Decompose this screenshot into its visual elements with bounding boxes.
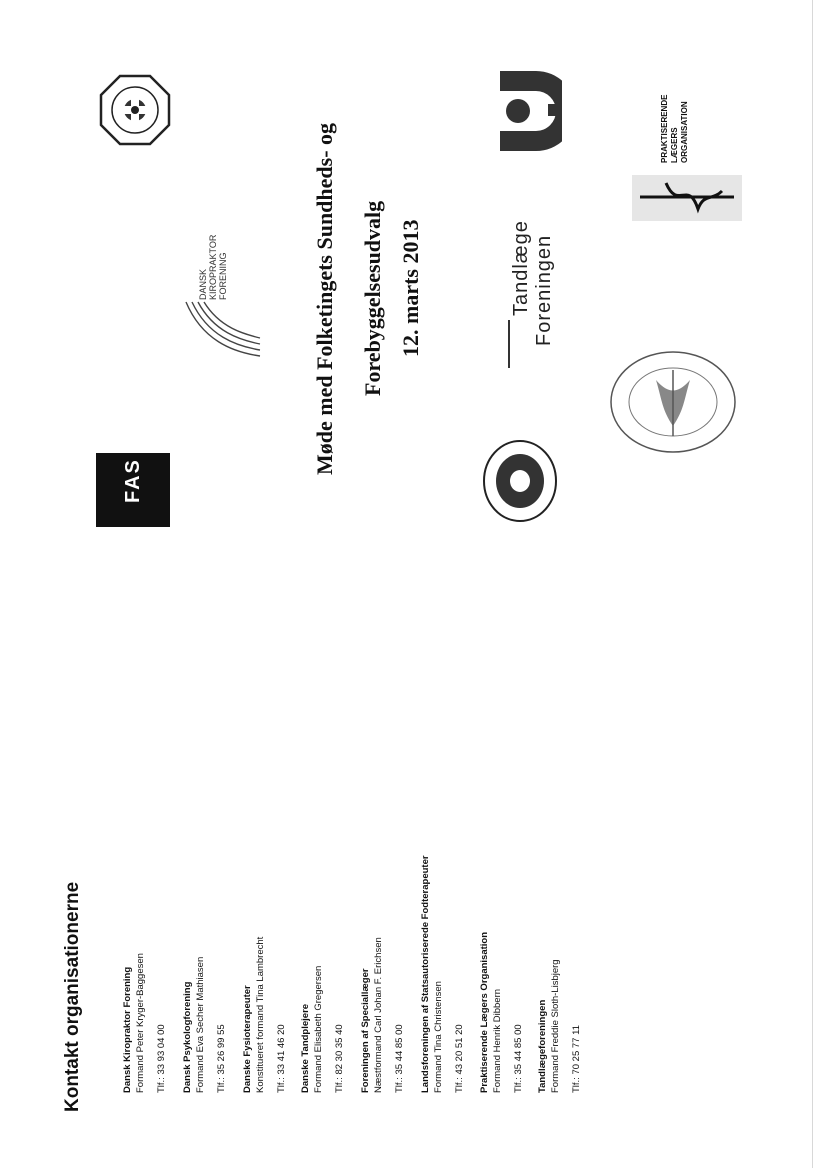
contact-phone: Tlf.: 82 30 35 40	[334, 1024, 345, 1093]
contact-phone: Tlf.: 33 93 04 00	[156, 1024, 167, 1093]
contact-person: Konstitueret formand Tina Lambrecht	[255, 936, 266, 1093]
contact-name: Tandlægeforeningen	[537, 999, 548, 1093]
tandplejere-seal-icon	[481, 438, 559, 524]
contact-phone: Tlf.: 43 20 51 20	[454, 1024, 465, 1093]
fas-logo-text: FAS	[122, 458, 144, 503]
contact-phone: Tlf.: 35 26 99 55	[216, 1024, 227, 1093]
plo-text-1: PRAKTISERENDE	[660, 94, 669, 163]
kiro-text-3: FORENING	[218, 252, 228, 300]
plo-caduceus-icon	[632, 175, 742, 221]
meeting-title-line1: Møde med Folketingets Sundheds- og	[312, 122, 337, 475]
contact-name: Dansk Kiropraktor Forening	[122, 966, 133, 1093]
page-edge-line	[812, 0, 813, 1168]
meeting-date: 12. marts 2013	[398, 219, 423, 357]
contact-phone: Tlf.: 35 44 85 00	[394, 1024, 405, 1093]
plo-text-3: ORGANISATION	[680, 101, 689, 163]
contact-phone: Tlf.: 70 25 77 11	[571, 1025, 582, 1093]
kiro-waves-icon	[182, 300, 262, 360]
contact-name: Landsforeningen af Statsautoriserede Fodterapeuter	[420, 855, 431, 1093]
tandlaege-text-1: Tandlæge	[510, 220, 532, 316]
psykolog-logo-icon	[496, 69, 562, 153]
contact-name: Dansk Psykologforening	[182, 981, 193, 1093]
fas-logo	[96, 453, 170, 527]
fodterapeut-seal-icon	[608, 350, 738, 455]
contact-person: Formand Freddie Sloth-Lisbjerg	[550, 959, 561, 1093]
fysio-seal-icon	[98, 73, 172, 147]
contact-person: Formand Henrik Dibbern	[492, 988, 503, 1093]
contact-person: Formand Peter Kryger-Baggesen	[135, 953, 146, 1093]
contact-name: Danske Tandplejere	[300, 1003, 311, 1093]
plo-text-2: LÆGERS	[670, 127, 679, 163]
contact-name: Foreningen af Speciallæger	[360, 968, 371, 1093]
contact-heading: Kontakt organisationerne	[62, 881, 83, 1112]
contact-person: Formand Tina Christensen	[433, 981, 444, 1093]
kiro-text-2: KIROPRAKTOR	[208, 234, 218, 300]
kiro-text-1: DANSK	[198, 268, 208, 300]
contact-person: Formand Elisabeth Gregersen	[313, 965, 324, 1093]
contact-name: Praktiserende Lægers Organisation	[479, 931, 490, 1093]
meeting-title-line2: Forebyggelsesudvalg	[360, 200, 385, 396]
tandlaege-divider	[508, 320, 510, 368]
contact-person: Næstformand Carl Johan F. Erichsen	[373, 937, 384, 1093]
contact-phone: Tlf.: 33 41 46 20	[276, 1024, 287, 1093]
tandlaege-text-2: Foreningen	[533, 234, 555, 346]
contact-person: Formand Eva Secher Mathiasen	[195, 956, 206, 1093]
contact-name: Danske Fysioterapeuter	[242, 985, 253, 1093]
contact-phone: Tlf.: 35 44 85 00	[513, 1024, 524, 1093]
